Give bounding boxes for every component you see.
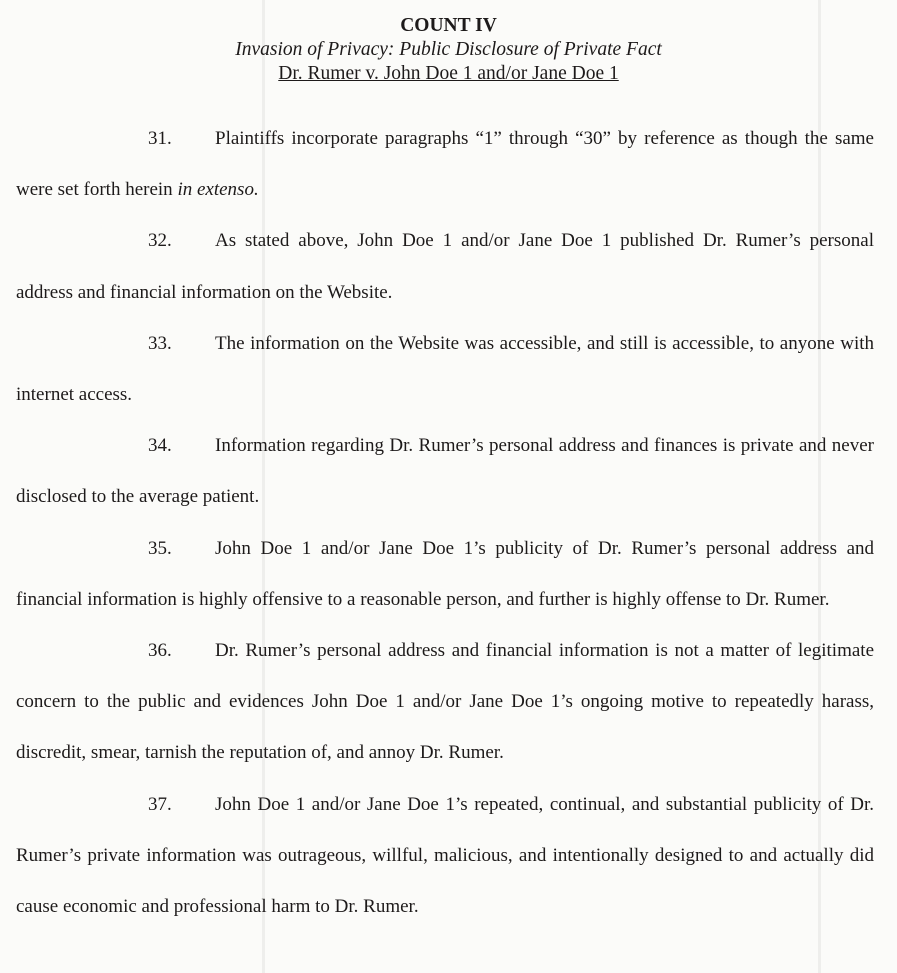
paragraph-number: 35.: [148, 537, 172, 559]
paragraph-37: [16, 779, 874, 933]
paragraph-33: [16, 318, 874, 420]
count-title: COUNT IV: [400, 15, 497, 36]
paragraph-31: [16, 113, 874, 215]
paragraph-text: Plaintiffs incorporate paragraphs “1” through “30” by reference as though the same were set forth herein: [16, 128, 874, 201]
count-header: [0, 14, 897, 86]
paragraph-italic: in extenso.: [177, 179, 259, 201]
count-parties: Dr. Rumer v. John Doe 1 and/or Jane Doe 1: [278, 63, 619, 84]
paragraph-35: [16, 523, 874, 625]
paragraph-34: [16, 420, 874, 522]
paragraph-text: Dr. Rumer’s personal address and financial information is not a matter of legitimate concern to the public and evidences John Doe 1 and/or Jane Doe 1’s ongoing motive to repeatedly harass, discredit, smear, tarnish the reputation of, and annoy Dr. Rumer.: [16, 640, 874, 764]
paragraph-32: [16, 215, 874, 317]
paragraph-text: John Doe 1 and/or Jane Doe 1’s repeated, continual, and substantial publicity of Dr. Rumer’s private information was outrageous, willful, malicious, and intentionally designed to and actually did cause economic and professional harm to Dr. Rumer.: [16, 793, 874, 918]
paragraph-text: As stated above, John Doe 1 and/or Jane Doe 1 published Dr. Rumer’s personal address and financial information on the Website.: [16, 230, 874, 303]
paragraph-36: [16, 625, 874, 779]
count-subtitle: Invasion of Privacy: Public Disclosure of Private Fact: [235, 39, 662, 60]
document-body: [16, 113, 874, 932]
paragraph-text: John Doe 1 and/or Jane Doe 1’s publicity of Dr. Rumer’s personal address and financial information is highly offensive to a reasonable person, and further is highly offense to Dr. Rumer.: [16, 537, 874, 610]
paragraph-number: 31.: [148, 128, 172, 149]
paragraph-number: 33.: [148, 332, 172, 354]
paragraph-text: Information regarding Dr. Rumer’s personal address and finances is private and never disclosed to the average patient.: [16, 435, 874, 508]
paragraph-number: 32.: [148, 230, 172, 252]
paragraph-text: The information on the Website was accessible, and still is accessible, to anyone with internet access.: [16, 332, 874, 406]
paragraph-number: 36.: [148, 640, 172, 662]
paragraph-number: 37.: [148, 793, 172, 815]
paragraph-number: 34.: [148, 435, 172, 457]
